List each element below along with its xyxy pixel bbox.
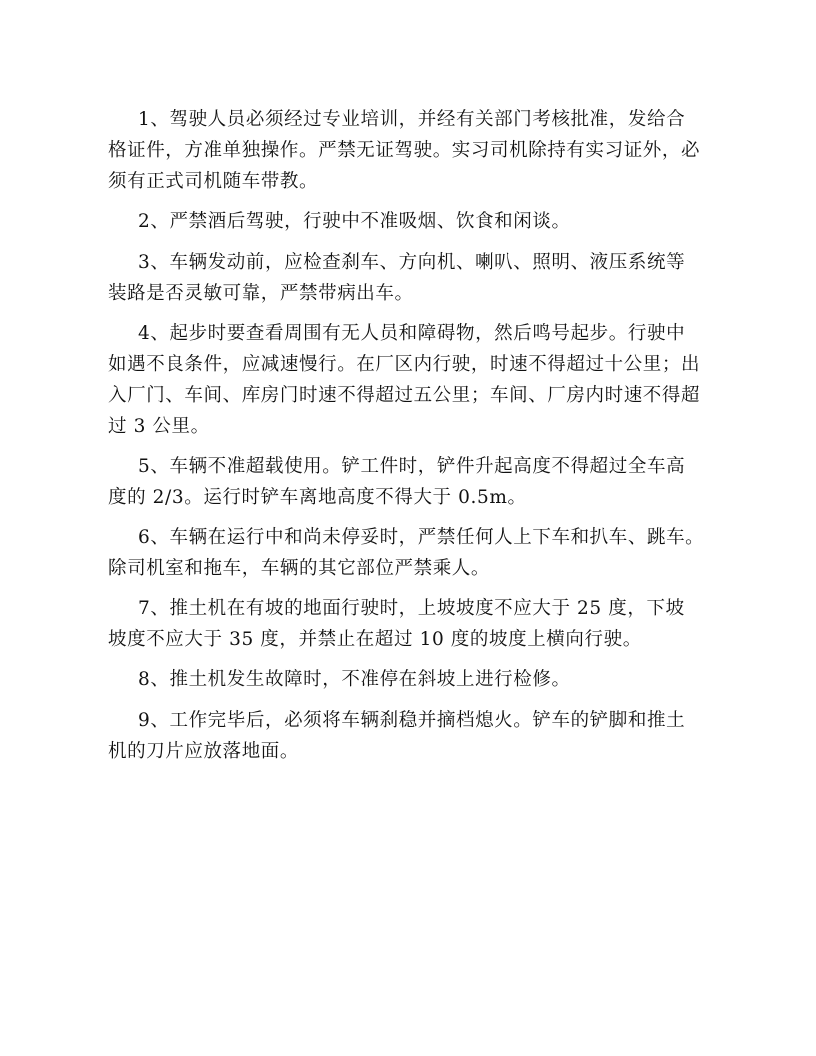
paragraph-line: 1、驾驶人员必须经过专业培训，并经有关部门考核批准，发给合 (138, 109, 686, 130)
paragraph-2 (108, 206, 708, 237)
paragraph-6 (108, 522, 708, 584)
paragraph-line: 机的刀片应放落地面。 (108, 741, 300, 762)
paragraph-line: 坡度不应大于 35 度，并禁止在超过 10 度的坡度上横向行驶。 (108, 629, 642, 650)
paragraph-line: 须有正式司机随车带教。 (108, 171, 319, 192)
paragraph-line: 9、工作完毕后，必须将车辆刹稳并摘档熄火。铲车的铲脚和推土 (138, 710, 686, 731)
paragraph-line: 度的 2/3。运行时铲车离地高度不得大于 0.5m。 (108, 487, 527, 508)
paragraph-line: 7、推土机在有坡的地面行驶时，上坡坡度不应大于 25 度，下坡 (138, 598, 685, 619)
paragraph-1 (108, 104, 708, 197)
paragraph-8 (108, 664, 708, 695)
paragraph-line: 5、车辆不准超载使用。铲工件时，铲件升起高度不得超过全车高 (138, 456, 686, 477)
paragraph-line: 6、车辆在运行中和尚未停妥时，严禁任何人上下车和扒车、跳车。 (138, 527, 705, 548)
paragraph-line: 3、车辆发动前，应检查刹车、方向机、喇叭、照明、液压系统等 (138, 252, 686, 273)
paragraph-line: 入厂门、车间、库房门时速不得超过五公里；车间、厂房内时速不得超 (108, 385, 701, 406)
paragraph-line: 装路是否灵敏可靠，严禁带病出车。 (108, 283, 414, 304)
paragraph-line: 格证件，方准单独操作。严禁无证驾驶。实习司机除持有实习证外，必 (108, 140, 701, 161)
paragraph-line: 过 3 公里。 (108, 416, 210, 437)
paragraph-5 (108, 451, 708, 513)
paragraph-line: 8、推土机发生故障时，不准停在斜坡上进行检修。 (138, 669, 571, 690)
paragraph-9 (108, 705, 708, 767)
paragraph-line: 如遇不良条件，应减速慢行。在厂区内行驶，时速不得超过十公里；出 (108, 354, 701, 375)
paragraph-line: 4、起步时要查看周围有无人员和障碍物，然后鸣号起步。行驶中 (138, 323, 686, 344)
paragraph-line: 除司机室和拖车，车辆的其它部位严禁乘人。 (108, 558, 491, 579)
paragraph-4 (108, 318, 708, 442)
paragraph-3 (108, 247, 708, 309)
paragraph-line: 2、严禁酒后驾驶，行驶中不准吸烟、饮食和闲谈。 (138, 211, 571, 232)
paragraph-7 (108, 593, 708, 655)
